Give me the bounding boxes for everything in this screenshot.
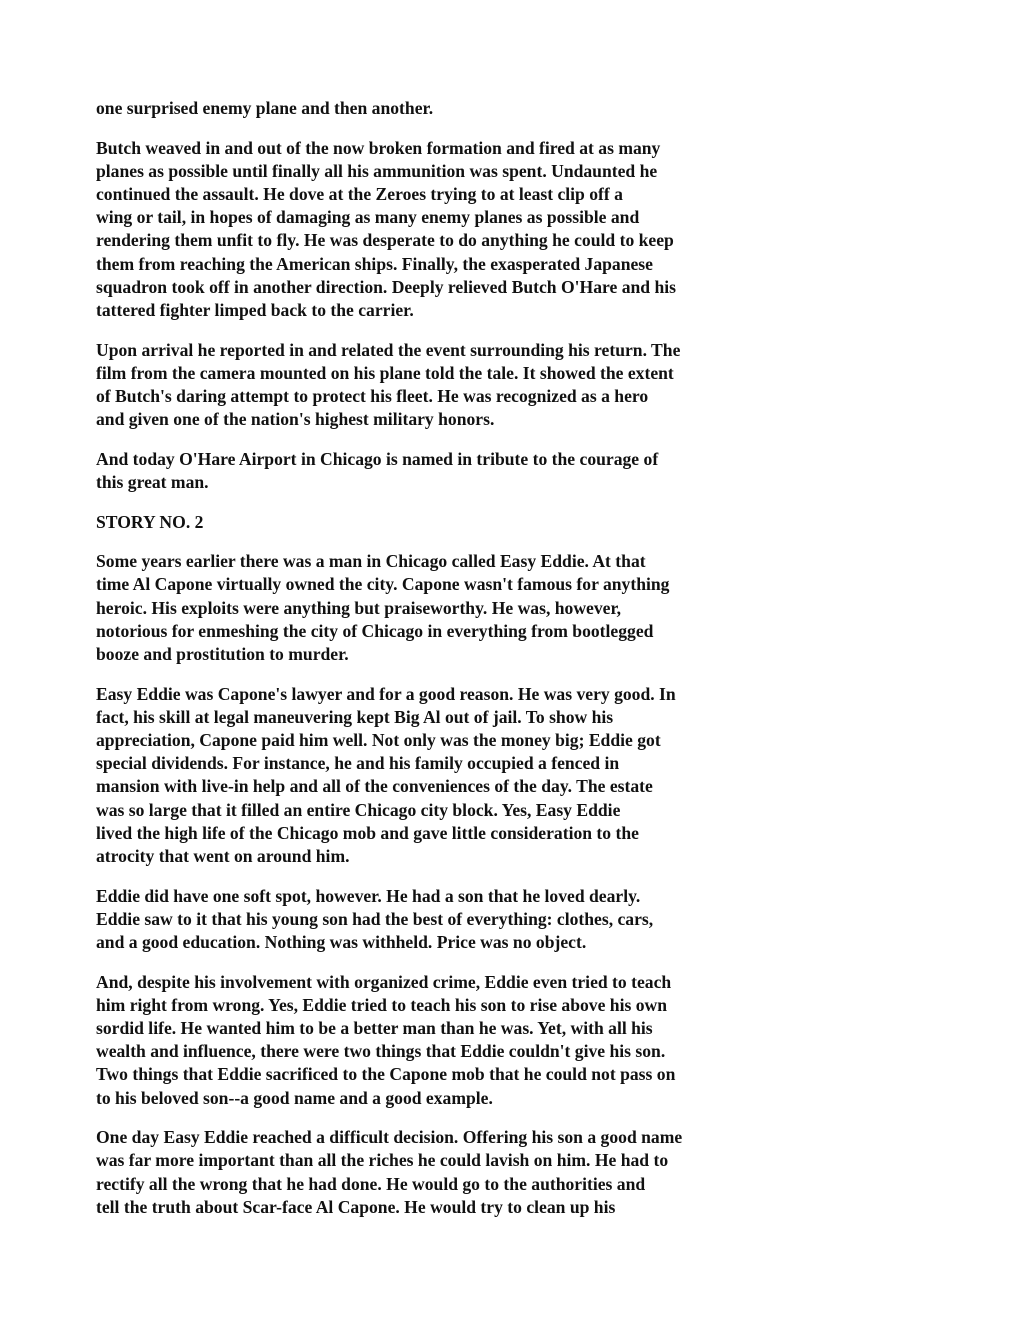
text-line: lived the high life of the Chicago mob and gave little consideration to the (96, 822, 639, 843)
text-line: appreciation, Capone paid him well. Not only was the money big; Eddie got (96, 730, 661, 751)
text-line: them from reaching the American ships. Finally, the exasperated Japanese (96, 253, 653, 274)
text-line: sordid life. He wanted him to be a better man than he was. Yet, with all his (96, 1018, 653, 1039)
text-line: special dividends. For instance, he and his family occupied a fenced in (96, 753, 620, 774)
text-line: and given one of the nation's highest military honors. (96, 409, 495, 430)
text-line: rectify all the wrong that he had done. He would go to the authorities and (96, 1173, 646, 1194)
text-line: time Al Capone virtually owned the city. Capone wasn't famous for anything (96, 574, 670, 595)
text-line: notorious for enmeshing the city of Chicago in everything from bootlegged (96, 620, 654, 641)
text-line: rendering them unfit to fly. He was desperate to do anything he could to keep (96, 230, 674, 251)
text-line: Upon arrival he reported in and related the event surrounding his return. The (96, 339, 681, 360)
text-line: fact, his skill at legal maneuvering kept Big Al out of jail. To show his (96, 706, 614, 727)
text-line: mansion with live-in help and all of the conveniences of the day. The estate (96, 776, 653, 797)
text-line: Some years earlier there was a man in Chicago called Easy Eddie. At that (96, 551, 646, 572)
text-line: of Butch's daring attempt to protect his fleet. He was recognized as a hero (96, 386, 649, 407)
text-line: booze and prostitution to murder. (96, 644, 349, 665)
text-line: squadron took off in another direction. Deeply relieved Butch O'Hare and his (96, 276, 676, 297)
text-line: was far more important than all the riches he could lavish on him. He had to (96, 1150, 669, 1171)
paragraph (96, 137, 786, 323)
text-line: him right from wrong. Yes, Eddie tried to teach his son to rise above his own (96, 994, 667, 1015)
text-line: was so large that it filled an entire Chicago city block. Yes, Easy Eddie (96, 799, 621, 820)
paragraph (96, 511, 786, 534)
paragraph (96, 885, 786, 955)
paragraph (96, 1126, 786, 1219)
text-line: Easy Eddie was Capone's lawyer and for a good reason. He was very good. In (96, 683, 676, 704)
paragraph (96, 550, 786, 666)
text-line: wing or tail, in hopes of damaging as many enemy planes as possible and (96, 207, 640, 228)
text-line: wealth and influence, there were two things that Eddie couldn't give his son. (96, 1041, 666, 1062)
text-line: planes as possible until finally all his ammunition was spent. Undaunted he (96, 160, 658, 181)
text-line: to his beloved son--a good name and a good example. (96, 1087, 493, 1108)
text-line: tattered fighter limped back to the carrier. (96, 300, 414, 321)
text-line: STORY NO. 2 (96, 511, 204, 532)
text-line: atrocity that went on around him. (96, 846, 350, 867)
paragraph (96, 971, 786, 1110)
text-line: Eddie did have one soft spot, however. He had a son that he loved dearly. (96, 885, 641, 906)
paragraph (96, 448, 786, 494)
text-line: Two things that Eddie sacrificed to the Capone mob that he could not pass on (96, 1064, 676, 1085)
text-line: film from the camera mounted on his plane told the tale. It showed the extent (96, 362, 674, 383)
text-line: Butch weaved in and out of the now broken formation and fired at as many (96, 137, 661, 158)
text-line: this great man. (96, 472, 209, 493)
text-line: tell the truth about Scar-face Al Capone. He would try to clean up his (96, 1196, 616, 1217)
text-line: continued the assault. He dove at the Zeroes trying to at least clip off a (96, 184, 623, 204)
paragraph (96, 683, 786, 869)
text-line: And today O'Hare Airport in Chicago is named in tribute to the courage of (96, 448, 659, 469)
text-line: Eddie saw to it that his young son had the best of everything: clothes, cars, (96, 908, 654, 929)
paragraph (96, 339, 786, 432)
paragraph (96, 97, 786, 120)
text-line: and a good education. Nothing was withheld. Price was no object. (96, 932, 587, 953)
text-line: And, despite his involvement with organized crime, Eddie even tried to teach (96, 971, 672, 992)
document-body (96, 97, 786, 1235)
text-line: one surprised enemy plane and then another. (96, 98, 434, 118)
text-line: One day Easy Eddie reached a difficult decision. Offering his son a good name (96, 1127, 683, 1148)
text-line: heroic. His exploits were anything but praiseworthy. He was, however, (96, 597, 622, 618)
